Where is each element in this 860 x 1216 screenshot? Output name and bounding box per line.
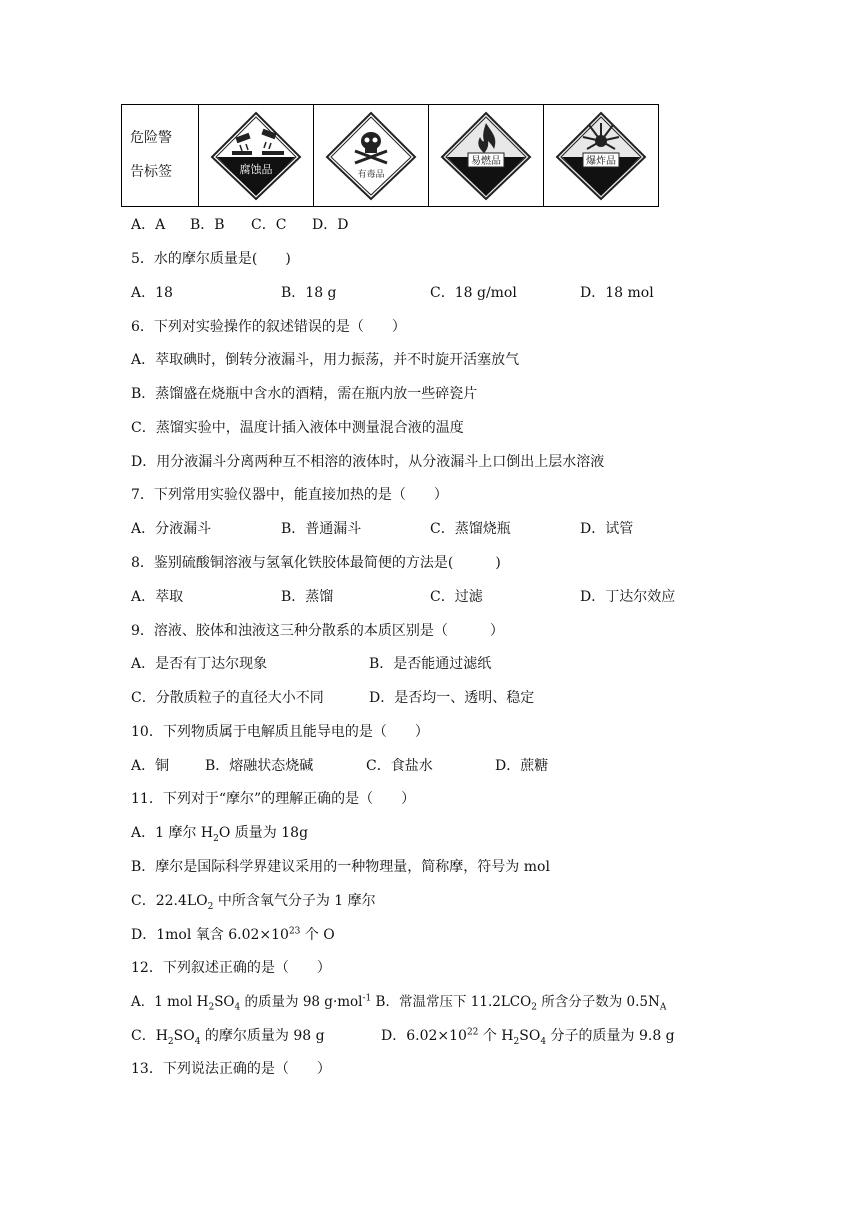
- hazard-label-line2: 告标签: [130, 164, 172, 180]
- toxic-sign-text: 有毒品: [357, 169, 385, 180]
- corrosive-icon: [210, 111, 302, 201]
- q5-option-c: C．18 g/mol: [430, 285, 517, 301]
- q10-stem: 10．下列物质属于电解质且能导电的是（ ）: [131, 724, 429, 740]
- q6-option-a: A．萃取碘时，倒转分液漏斗，用力振荡，并不时旋开活塞放气: [131, 352, 520, 368]
- q13-stem: 13．下列说法正确的是（ ）: [131, 1061, 331, 1077]
- q5-stem: 5．水的摩尔质量是( ): [131, 251, 291, 267]
- hazard-label-cell: [122, 105, 198, 206]
- q12-option-d: D．$6.02\times 10^{22}$ 个 $H_2SO_4$ 分子的质量为 9.8 g: [381, 1027, 675, 1047]
- q11-option-b: B．摩尔是国际科学界建议采用的一种物理量，简称摩，符号为 mol: [131, 859, 550, 875]
- q11-option-d: D．1mol 氧含 $6.02\times 10^{23}$ 个 O: [131, 926, 335, 943]
- q9-option-c: C．分散质粒子的直径大小不同: [131, 690, 324, 706]
- q7-option-c: C．蒸馏烧瓶: [430, 521, 511, 537]
- hazard-sign-toxic: [313, 105, 428, 206]
- q12-option-b: B．常温常压下 $11.2LCO_2$ 所含分子数为 $0.5N_A$: [371, 994, 667, 1013]
- q12-option-a: A．1 mol $H_2SO_4$ 的质量为 98 g·mol$^{-1}$: [131, 993, 372, 1013]
- q10-option-c: C．食盐水: [366, 758, 433, 774]
- q10-option-a: A．铜: [131, 758, 170, 774]
- hazard-sign-explosive: [543, 105, 658, 206]
- q10-option-b: B．熔融状态烧碱: [205, 758, 314, 774]
- q11-stem: 11．下列对于“摩尔”的理解正确的是（ ）: [131, 791, 416, 807]
- q10-option-d: D．蔗糖: [495, 758, 549, 774]
- q12-options-ab: [131, 992, 666, 1012]
- hazard-label-table: [121, 104, 659, 207]
- q6-stem: 6．下列对实验操作的叙述错误的是（ ）: [131, 319, 406, 335]
- q5-option-a: A．18: [131, 285, 173, 301]
- q8-option-b: B．蒸馏: [281, 589, 334, 605]
- q4-option-d: D．D: [312, 217, 349, 233]
- skull-icon: [325, 111, 417, 201]
- q5-option-d: D．18 mol: [580, 285, 654, 301]
- q7-stem: 7．下列常用实验仪器中，能直接加热的是（ ）: [131, 487, 448, 503]
- hazard-sign-flammable: [428, 105, 543, 206]
- q4-option-c: C．C: [251, 217, 287, 233]
- q7-option-a: A．分液漏斗: [131, 521, 212, 537]
- explosive-sign-text: 爆炸品: [585, 155, 616, 167]
- q12-option-c: C．$H_2SO_4$ 的摩尔质量为 98 g: [131, 1028, 325, 1047]
- q4-option-a: A．A: [131, 217, 166, 233]
- q8-option-a: A．萃取: [131, 589, 184, 605]
- flammable-sign-text: 易燃品: [470, 155, 501, 167]
- q6-option-c: C．蒸馏实验中，温度计插入液体中测量混合液的温度: [131, 420, 464, 436]
- q9-option-a: A．是否有丁达尔现象: [131, 656, 268, 672]
- q6-option-d: D．用分液漏斗分离两种互不相溶的液体时，从分液漏斗上口倒出上层水溶液: [131, 454, 605, 470]
- q11-option-a: A．1 摩尔 $H_2O$ 质量为 18g: [131, 825, 309, 844]
- q8-option-c: C．过滤: [430, 589, 483, 605]
- q6-option-b: B．蒸馏盛在烧瓶中含水的酒精，需在瓶内放一些碎瓷片: [131, 386, 478, 402]
- hazard-label-line1: 危险警: [130, 130, 172, 146]
- corrosive-sign-text: 腐蚀品: [239, 162, 273, 176]
- explosion-icon: [555, 111, 647, 201]
- hazard-sign-corrosive: [198, 105, 313, 206]
- q5-option-b: B．18 g: [281, 285, 337, 301]
- q12-stem: 12．下列叙述正确的是（ ）: [131, 960, 331, 976]
- q8-stem: 8．鉴别硫酸铜溶液与氢氧化铁胶体最简便的方法是( ): [131, 555, 501, 571]
- flame-icon: [440, 111, 532, 201]
- q4-option-b: B．B: [190, 217, 225, 233]
- q7-option-d: D．试管: [580, 521, 634, 537]
- q9-stem: 9．溶液、胶体和浊液这三种分散系的本质区别是（ ）: [131, 623, 504, 639]
- q9-option-d: D．是否均一、透明、稳定: [369, 690, 535, 706]
- q7-option-b: B．普通漏斗: [281, 521, 362, 537]
- q9-option-b: B．是否能通过滤纸: [369, 656, 492, 672]
- q11-option-c: C．$22.4LO_2$ 中所含氧气分子为 1 摩尔: [131, 893, 376, 912]
- q8-option-d: D．丁达尔效应: [580, 589, 676, 605]
